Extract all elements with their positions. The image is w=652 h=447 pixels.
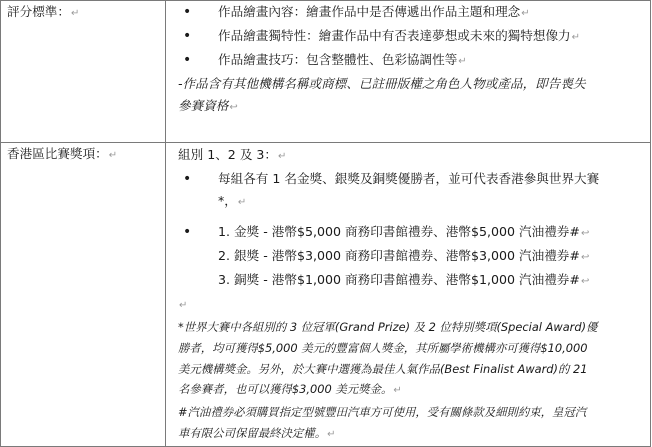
- awards-content-cell: [166, 143, 651, 447]
- criteria-item-text: 作品繪畫獨特性：繪畫作品中有否表達夢想或未來的獨特想像力: [218, 28, 571, 43]
- bullet-icon: •: [183, 4, 192, 20]
- disqualification-note-cont: [178, 95, 648, 119]
- world-note-line: 美元機構獎金。另外，於大賽中選獲為最佳人氣作品(Best Finalist Award)的 21: [178, 361, 588, 376]
- return-mark: ↵: [393, 385, 402, 397]
- return-mark: ↩: [580, 252, 590, 263]
- return-mark: ↩: [580, 228, 590, 239]
- prize-item: [178, 269, 648, 293]
- criteria-item: [178, 25, 648, 49]
- return-mark: ↵: [571, 32, 581, 43]
- return-mark: ↵: [70, 8, 80, 19]
- fuel-note-line: #汽油禮券必須購買指定型號豐田汽車方可使用，受有關條款及細則約束，皇冠汽: [178, 405, 587, 420]
- world-note-line: *世界大賽中各組別的 3 位冠軍(Grand Prize) 及 2 位特別獎項(Special Award)優: [178, 320, 598, 334]
- prize-item: [178, 245, 648, 269]
- bullet-icon: •: [183, 52, 192, 68]
- note-text: -作品含有其他機構名稱或商標、已註冊版權之角色人物或產品，即告喪失: [178, 76, 586, 91]
- disqualification-note: [178, 73, 648, 95]
- note-text: 參賽資格: [178, 98, 229, 113]
- awards-desc: [178, 168, 648, 190]
- bullet-icon: •: [183, 171, 192, 187]
- return-mark: ↵: [237, 197, 247, 208]
- criteria-label-cell: [1, 1, 166, 143]
- bullet-icon: •: [183, 28, 192, 44]
- fuel-note-line: 車有限公司保留最終決定權。: [178, 425, 327, 440]
- prize-text: 3. 銅獎 - 港幣$1,000 商務印書館禮券、港幣$1,000 汽油禮券#: [218, 272, 580, 287]
- groups-line: [178, 144, 648, 168]
- criteria-row: [1, 1, 651, 143]
- fuel-voucher-note: [178, 402, 648, 446]
- desc-text: 每組各有 1 名金獎、銀獎及銅獎優勝者，並可代表香港參與世界大賽: [218, 171, 600, 186]
- awards-desc-cont: [178, 190, 648, 214]
- criteria-content-cell: [166, 1, 651, 143]
- awards-label: 香港區比賽獎項：: [7, 146, 108, 161]
- return-mark: ↵: [278, 151, 287, 162]
- empty-paragraph: [178, 293, 648, 317]
- awards-row: [1, 143, 651, 447]
- return-mark: ↵: [521, 8, 530, 19]
- criteria-item: [178, 49, 648, 73]
- return-mark: ↵: [458, 56, 467, 67]
- criteria-label: 評分標準：: [7, 4, 70, 19]
- world-contest-note: [178, 317, 648, 402]
- criteria-item-text: 作品繪畫技巧：包含整體性、色彩協調性等: [218, 52, 458, 67]
- prize-item: [178, 221, 648, 245]
- world-note-line: 名參賽者，也可以獲得$3,000 美元獎金。: [178, 382, 393, 397]
- spacer: [178, 214, 648, 221]
- prize-text: 1. 金獎 - 港幣$5,000 商務印書館禮券、港幣$5,000 汽油禮券#: [218, 224, 580, 239]
- return-mark: ↵: [179, 300, 188, 311]
- groups-text: 組別 1、2 及 3：: [178, 147, 278, 162]
- criteria-item-text: 作品繪畫內容：繪畫作品中是否傳遞出作品主題和理念: [218, 4, 521, 19]
- return-mark: ↩: [580, 276, 590, 287]
- return-mark: ↩: [229, 102, 238, 113]
- awards-label-cell: [1, 143, 166, 447]
- desc-text: *，: [218, 193, 237, 208]
- return-mark: ↵: [108, 150, 118, 161]
- bullet-icon: •: [183, 224, 192, 240]
- return-mark: ↵: [327, 428, 336, 440]
- world-note-line: 勝者，均可獲得$5,000 美元的豐富個人獎金，其所屬學術機構亦可獲得$10,000: [178, 340, 588, 355]
- criteria-item: [178, 1, 648, 25]
- prize-text: 2. 銀獎 - 港幣$3,000 商務印書館禮券、港幣$3,000 汽油禮券#: [218, 248, 580, 263]
